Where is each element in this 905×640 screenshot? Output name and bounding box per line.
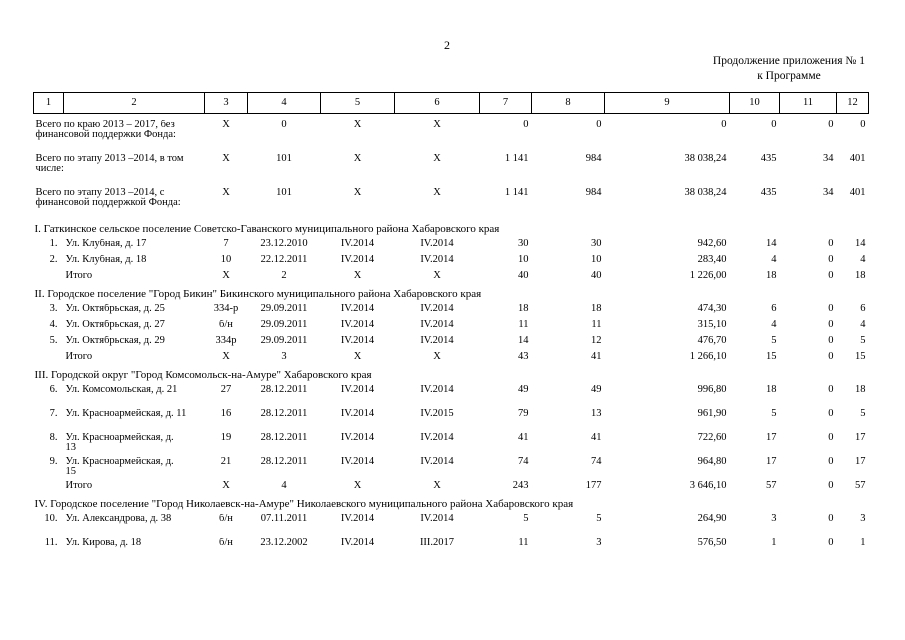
cell-col8: 3	[596, 538, 602, 548]
cell-col6: IV.2014	[420, 385, 454, 395]
subtotal-row	[34, 352, 869, 368]
cell-col4: 101	[276, 188, 292, 198]
data-row	[34, 538, 869, 554]
cell-col7: 43	[518, 352, 529, 362]
cell-col3: Х	[222, 154, 230, 164]
cell-col9: 0	[721, 120, 727, 130]
row-number: 9.	[49, 457, 58, 467]
cell-col9: 38 038,24	[684, 154, 727, 164]
cell-col3: 334р	[215, 336, 237, 346]
cell-col11: 0	[828, 409, 834, 419]
column-header-10: 10	[730, 93, 780, 114]
cell-col4: 28.12.2011	[260, 409, 308, 419]
data-row	[34, 239, 869, 255]
cell-col7: 49	[518, 385, 529, 395]
data-row	[34, 255, 869, 271]
row-number	[34, 481, 64, 497]
address: Ул. Александрова, д. 38	[65, 514, 172, 524]
cell-col4: 0	[281, 120, 287, 130]
cell-col4: 4	[281, 481, 287, 491]
address: Ул. Красноармейская, д. 13	[65, 433, 174, 453]
section-title: I. Гаткинское сельское поселение Советско-Гаванского муниципального района Хабаровского края	[34, 223, 500, 235]
cell-col12: 17	[855, 433, 866, 443]
section-title: III. Городской округ "Город Комсомольск-на-Амуре" Хабаровского края	[34, 369, 372, 381]
cell-col6: IV.2014	[420, 255, 454, 265]
total-label: Всего по этапу 2013 –2014, в том числе:	[35, 154, 184, 174]
data-row	[34, 457, 869, 481]
cell-col3: Х	[222, 188, 230, 198]
cell-col9: 315,10	[697, 320, 727, 330]
cell-col7: 30	[518, 239, 529, 249]
cell-col5: IV.2014	[340, 457, 375, 467]
program-table	[33, 92, 869, 554]
cell-col11: 0	[828, 255, 834, 265]
cell-col3: Х	[222, 352, 230, 362]
cell-col12: 57	[855, 481, 866, 491]
row-number: 3.	[49, 304, 58, 314]
subtotal-label: Итого	[65, 481, 93, 491]
cell-col4: 2	[281, 271, 287, 281]
address: Ул. Красноармейская, д. 15	[65, 457, 174, 477]
cell-col7: 1 141	[504, 188, 529, 198]
cell-col5: Х	[353, 188, 362, 198]
cell-col5: Х	[353, 271, 362, 281]
cell-col4: 07.11.2011	[260, 514, 308, 524]
cell-col10: 17	[766, 433, 777, 443]
cell-col12: 14	[855, 239, 866, 249]
cell-col4: 29.09.2011	[260, 336, 308, 346]
cell-col8: 11	[591, 320, 602, 330]
cell-col5: Х	[353, 481, 362, 491]
cell-col9: 996,80	[697, 385, 727, 395]
cell-col11: 0	[828, 336, 834, 346]
cell-col4: 3	[281, 352, 287, 362]
cell-col3: 27	[220, 385, 232, 395]
cell-col3: б/н	[219, 514, 233, 524]
section-title-row	[34, 368, 869, 385]
address: Ул. Комсомольская, д. 21	[65, 385, 178, 395]
cell-col9: 576,50	[697, 538, 727, 548]
cell-col7: 74	[518, 457, 529, 467]
cell-col4: 29.09.2011	[260, 320, 308, 330]
column-header-row	[34, 93, 869, 114]
cell-col9: 3 646,10	[689, 481, 727, 491]
cell-col5: IV.2014	[340, 514, 375, 524]
cell-col9: 961,90	[697, 409, 727, 419]
cell-col3: б/н	[219, 538, 233, 548]
cell-col12: 17	[855, 457, 866, 467]
row-number: 7.	[49, 409, 58, 419]
subtotal-label: Итого	[65, 271, 93, 281]
cell-col12: 401	[849, 188, 866, 198]
cell-col10: 5	[771, 336, 777, 346]
cell-col8: 18	[591, 304, 602, 314]
cell-col11: 0	[828, 271, 834, 281]
cell-col10: 6	[771, 304, 777, 314]
address: Ул. Клубная, д. 18	[65, 255, 147, 265]
appendix-header-line2: к Программе	[757, 70, 821, 82]
cell-col8: 12	[591, 336, 602, 346]
cell-col11: 0	[828, 239, 834, 249]
column-header-3: 3	[205, 93, 248, 114]
cell-col6: Х	[433, 120, 441, 130]
cell-col8: 5	[596, 514, 602, 524]
cell-col11: 0	[828, 304, 834, 314]
page-number: 2	[444, 38, 450, 52]
cell-col10: 435	[760, 154, 777, 164]
cell-col9: 1 226,00	[689, 271, 727, 281]
cell-col6: IV.2014	[420, 457, 454, 467]
cell-col9: 264,90	[697, 514, 727, 524]
column-header-12: 12	[837, 93, 869, 114]
cell-col12: 3	[860, 514, 866, 524]
cell-col10: 3	[771, 514, 777, 524]
cell-col10: 1	[771, 538, 777, 548]
cell-col6: IV.2014	[420, 514, 454, 524]
section-title-row	[34, 222, 869, 239]
cell-col10: 4	[771, 320, 777, 330]
cell-col7: 11	[518, 320, 529, 330]
subtotal-row	[34, 481, 869, 497]
cell-col11: 34	[823, 154, 834, 164]
cell-col3: б/н	[219, 320, 233, 330]
section-title: IV. Городское поселение "Город Николаевск-на-Амуре" Николаевского муниципального района Хабаровского края	[34, 498, 574, 510]
cell-col11: 0	[828, 320, 834, 330]
cell-col7: 243	[512, 481, 529, 491]
data-row	[34, 304, 869, 320]
cell-col10: 14	[766, 239, 777, 249]
subtotal-label: Итого	[65, 352, 93, 362]
data-row	[34, 385, 869, 409]
cell-col5: Х	[353, 154, 362, 164]
total-row	[34, 154, 869, 188]
column-header-5: 5	[321, 93, 395, 114]
column-header-4: 4	[248, 93, 321, 114]
row-number: 10.	[44, 514, 58, 524]
cell-col12: 5	[860, 409, 866, 419]
cell-col6: Х	[433, 481, 441, 491]
cell-col6: IV.2015	[420, 409, 454, 419]
section-title-row	[34, 287, 869, 304]
cell-col8: 984	[585, 154, 602, 164]
cell-col5: IV.2014	[340, 385, 375, 395]
cell-col5: IV.2014	[340, 538, 375, 548]
cell-col8: 177	[585, 481, 602, 491]
cell-col4: 22.12.2011	[260, 255, 308, 265]
row-number: 4.	[49, 320, 58, 330]
cell-col9: 474,30	[697, 304, 727, 314]
cell-col6: IV.2014	[420, 304, 454, 314]
cell-col7: 14	[518, 336, 529, 346]
data-row	[34, 409, 869, 433]
cell-col3: Х	[222, 481, 230, 491]
section-title: II. Городское поселение "Город Бикин" Бикинского муниципального района Хабаровского края	[34, 288, 482, 300]
cell-col5: IV.2014	[340, 433, 375, 443]
cell-col3: 334-р	[213, 304, 239, 314]
column-header-8: 8	[532, 93, 605, 114]
cell-col10: 5	[771, 409, 777, 419]
cell-col7: 11	[518, 538, 529, 548]
cell-col8: 41	[591, 433, 602, 443]
cell-col11: 0	[828, 385, 834, 395]
cell-col5: IV.2014	[340, 320, 375, 330]
row-number: 2.	[49, 255, 58, 265]
row-number	[34, 271, 64, 287]
cell-col12: 5	[860, 336, 866, 346]
cell-col3: 19	[220, 433, 232, 443]
data-row	[34, 320, 869, 336]
cell-col12: 401	[849, 154, 866, 164]
cell-col5: IV.2014	[340, 409, 375, 419]
cell-col12: 4	[860, 255, 866, 265]
column-header-1: 1	[34, 93, 64, 114]
cell-col12: 1	[860, 538, 866, 548]
cell-col5: IV.2014	[340, 304, 375, 314]
row-number: 11.	[44, 538, 58, 548]
cell-col9: 38 038,24	[684, 188, 727, 198]
cell-col9: 476,70	[697, 336, 727, 346]
cell-col4: 101	[276, 154, 292, 164]
cell-col6: Х	[433, 271, 441, 281]
cell-col10: 57	[766, 481, 777, 491]
cell-col10: 15	[766, 352, 777, 362]
cell-col10: 18	[766, 385, 777, 395]
cell-col8: 984	[585, 188, 602, 198]
cell-col9: 1 266,10	[689, 352, 727, 362]
total-row	[34, 188, 869, 222]
cell-col6: IV.2014	[420, 433, 454, 443]
data-row	[34, 336, 869, 352]
cell-col8: 0	[596, 120, 602, 130]
cell-col5: Х	[353, 352, 362, 362]
cell-col11: 0	[828, 514, 834, 524]
cell-col10: 0	[771, 120, 777, 130]
cell-col7: 18	[518, 304, 529, 314]
cell-col8: 49	[591, 385, 602, 395]
cell-col7: 41	[518, 433, 529, 443]
cell-col10: 4	[771, 255, 777, 265]
cell-col5: IV.2014	[340, 255, 375, 265]
cell-col8: 41	[591, 352, 602, 362]
address: Ул. Октябрьская, д. 25	[65, 304, 165, 314]
cell-col4: 23.12.2010	[260, 239, 308, 249]
cell-col10: 17	[766, 457, 777, 467]
cell-col12: 18	[855, 385, 866, 395]
cell-col11: 34	[823, 188, 834, 198]
cell-col6: IV.2014	[420, 320, 454, 330]
address: Ул. Красноармейская, д. 11	[65, 409, 187, 419]
cell-col7: 5	[523, 514, 529, 524]
cell-col6: Х	[433, 154, 441, 164]
cell-col12: 15	[855, 352, 866, 362]
column-header-2: 2	[64, 93, 205, 114]
cell-col12: 6	[860, 304, 866, 314]
cell-col5: IV.2014	[340, 336, 375, 346]
cell-col9: 283,40	[697, 255, 727, 265]
total-label: Всего по этапу 2013 –2014, с финансовой поддержкой Фонда:	[35, 188, 181, 208]
cell-col3: 16	[220, 409, 232, 419]
column-header-6: 6	[395, 93, 480, 114]
cell-col6: IV.2014	[420, 336, 454, 346]
cell-col7: 40	[518, 271, 529, 281]
cell-col12: 4	[860, 320, 866, 330]
cell-col10: 18	[766, 271, 777, 281]
cell-col6: Х	[433, 352, 441, 362]
row-number: 6.	[49, 385, 58, 395]
address: Ул. Октябрьская, д. 27	[65, 320, 165, 330]
cell-col11: 0	[828, 538, 834, 548]
cell-col4: 29.09.2011	[260, 304, 308, 314]
column-header-9: 9	[605, 93, 730, 114]
cell-col6: III.2017	[419, 538, 455, 548]
cell-col8: 74	[591, 457, 602, 467]
row-number: 1.	[49, 239, 58, 249]
cell-col11: 0	[828, 457, 834, 467]
appendix-header-line1: Продолжение приложения № 1	[712, 55, 865, 67]
cell-col6: Х	[433, 188, 441, 198]
total-label: Всего по краю 2013 – 2017, без финансовой поддержки Фонда:	[35, 120, 176, 140]
cell-col8: 13	[591, 409, 602, 419]
cell-col4: 23.12.2002	[260, 538, 308, 548]
row-number	[34, 352, 64, 368]
address: Ул. Клубная, д. 17	[65, 239, 147, 249]
section-title-row	[34, 497, 869, 514]
cell-col7: 1 141	[504, 154, 529, 164]
cell-col11: 0	[828, 433, 834, 443]
cell-col4: 28.12.2011	[260, 433, 308, 443]
cell-col3: 7	[223, 239, 229, 249]
cell-col3: Х	[222, 271, 230, 281]
cell-col4: 28.12.2011	[260, 457, 308, 467]
data-row	[34, 514, 869, 538]
cell-col8: 30	[591, 239, 602, 249]
subtotal-row	[34, 271, 869, 287]
appendix-header	[713, 54, 865, 84]
cell-col9: 964,80	[697, 457, 727, 467]
cell-col3: 21	[220, 457, 232, 467]
cell-col11: 0	[828, 481, 834, 491]
cell-col9: 942,60	[697, 239, 727, 249]
column-header-7: 7	[480, 93, 532, 114]
row-number: 8.	[49, 433, 58, 443]
cell-col3: 10	[220, 255, 232, 265]
cell-col7: 79	[518, 409, 529, 419]
cell-col5: Х	[353, 120, 362, 130]
cell-col7: 0	[523, 120, 529, 130]
address: Ул. Октябрьская, д. 29	[65, 336, 165, 346]
cell-col12: 0	[860, 120, 866, 130]
total-row	[34, 120, 869, 154]
cell-col5: IV.2014	[340, 239, 375, 249]
cell-col11: 0	[828, 352, 834, 362]
cell-col3: Х	[222, 120, 230, 130]
column-header-11: 11	[780, 93, 837, 114]
cell-col8: 10	[591, 255, 602, 265]
cell-col12: 18	[855, 271, 866, 281]
cell-col10: 435	[760, 188, 777, 198]
cell-col4: 28.12.2011	[260, 385, 308, 395]
data-row	[34, 433, 869, 457]
cell-col8: 40	[591, 271, 602, 281]
cell-col7: 10	[518, 255, 529, 265]
cell-col6: IV.2014	[420, 239, 454, 249]
cell-col9: 722,60	[697, 433, 727, 443]
cell-col11: 0	[828, 120, 834, 130]
address: Ул. Кирова, д. 18	[65, 538, 142, 548]
row-number: 5.	[49, 336, 58, 346]
